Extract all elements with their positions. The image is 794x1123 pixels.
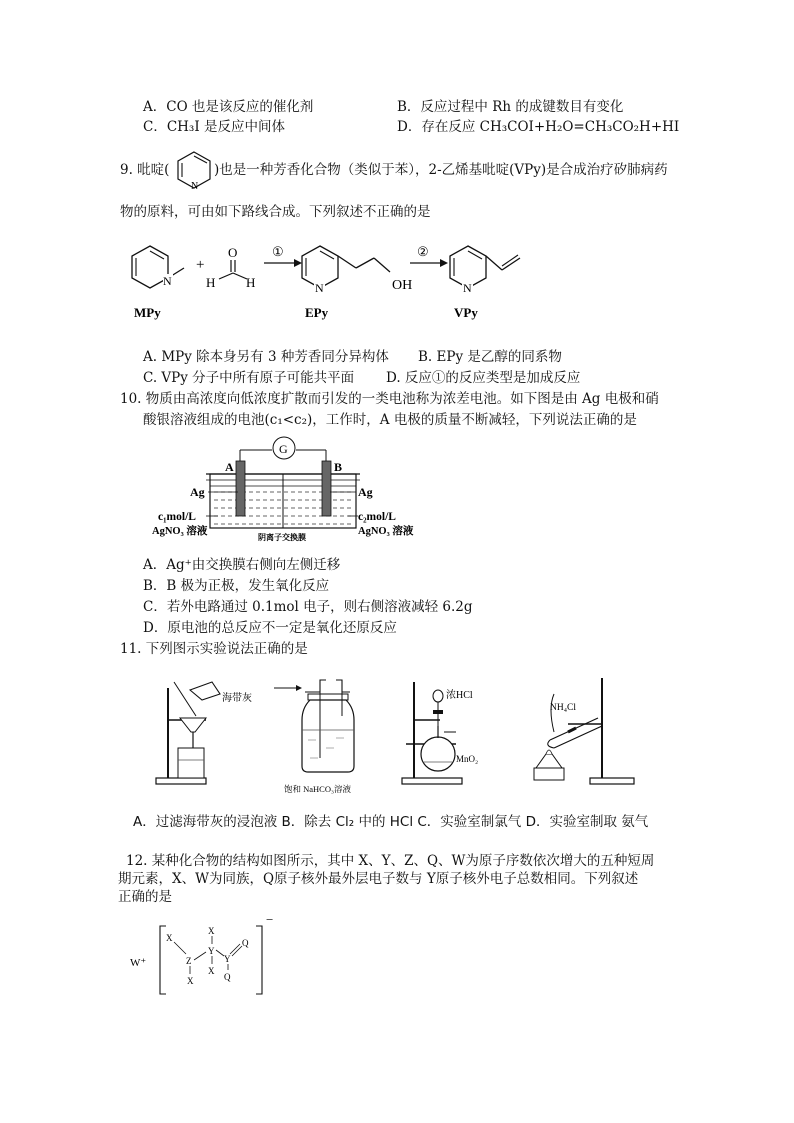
q10-option-d: D．原电池的总反应不一定是氧化还原反应 [143, 620, 397, 636]
svg-text:N: N [315, 281, 324, 295]
q9-option-b: B. EPy 是乙醇的同系物 [418, 349, 562, 365]
q9-option-c: C. VPy 分子中所有原子可能共平面 [143, 370, 355, 386]
q8-option-d: D．存在反应 CH₃COI+H₂O=CH₃CO₂H+HI [397, 119, 680, 135]
svg-text:Ag: Ag [358, 485, 373, 499]
q11-captions: A．过滤海带灰的浸泡液 B．除去 Cl₂ 中的 HCl C．实验室制氯气 D．实验室制取 氨气 [133, 814, 649, 830]
svg-text:Y: Y [224, 954, 231, 964]
apparatus-d-ammonia [534, 678, 634, 784]
step1-label: ① [272, 244, 284, 259]
svg-text:N: N [191, 181, 199, 192]
svg-text:c₂mol/L: c₂mol/L [358, 511, 396, 523]
svg-text:AgNO₃ 溶液: AgNO₃ 溶液 [152, 526, 208, 537]
q10-option-a: A．Ag⁺由交换膜右侧向左侧迁移 [143, 557, 341, 573]
svg-text:Ag: Ag [190, 485, 205, 499]
q9-reaction-scheme [122, 236, 542, 328]
apparatus-a-filtration [156, 682, 252, 784]
svg-text:N: N [463, 281, 472, 295]
q9-option-d: D. 反应①的反应类型是加成反应 [386, 370, 581, 386]
q12-stem-line3: 正确的是 [118, 889, 172, 905]
svg-text:OH: OH [392, 278, 413, 293]
electrode-b [322, 461, 331, 516]
concentration-cell-diagram [152, 436, 418, 546]
svg-text:H: H [206, 275, 216, 290]
svg-text:MnO₂: MnO₂ [456, 754, 479, 764]
apparatus-c-chlorine [402, 682, 478, 784]
q12-stem-line2: 期元素，X、W为同族，Q原子核外最外层电子数与 Y原子核外电子总数相同。下列叙述 [118, 871, 639, 887]
svg-text:海带灰: 海带灰 [222, 693, 252, 704]
q11-apparatus-figures [150, 668, 670, 798]
pyridine-structure-inline [172, 148, 216, 194]
svg-text:W⁺: W⁺ [130, 957, 147, 969]
svg-text:H: H [246, 275, 256, 290]
svg-text:X: X [187, 976, 194, 986]
q9-option-a: A. MPy 除本身另有 3 种芳香同分异构体 [143, 349, 389, 365]
epy-name: EPy [305, 305, 329, 320]
q9-stem-end: 物的原料，可由如下路线合成。下列叙述不正确的是 [120, 204, 431, 220]
q9-stem-start: 9. 吡啶( [120, 162, 170, 178]
q10-stem-line2: 酸银溶液组成的电池(c₁<c₂)，工作时，A 电极的质量不断减轻，下列说法正确的是 [143, 412, 637, 428]
svg-text:N: N [163, 274, 172, 288]
q8-option-a: A．CO 也是该反应的催化剂 [143, 99, 314, 115]
svg-text:X: X [208, 966, 215, 976]
svg-text:AgNO₃ 溶液: AgNO₃ 溶液 [358, 526, 414, 537]
q12-compound-structure [124, 910, 284, 1002]
q10-option-b: B．B 极为正极，发生氧化反应 [143, 578, 330, 594]
step2-label: ② [417, 244, 429, 259]
svg-text:Q: Q [224, 972, 231, 982]
q9-stem-cont: )也是一种芳香化合物（类似于苯），2-乙烯基吡啶(VPy)是合成治疗矽肺病药 [214, 162, 668, 178]
svg-text:G: G [279, 442, 288, 456]
svg-text:−: − [266, 912, 274, 927]
q10-stem-line1: 10. 物质由高浓度向低浓度扩散而引发的一类电池称为浓差电池。如下图是由 Ag 电极和硝 [120, 391, 659, 407]
svg-text:A: A [225, 460, 234, 474]
svg-text:阴离子交换膜: 阴离子交换膜 [258, 533, 306, 542]
svg-text:Y: Y [208, 946, 215, 956]
q8-option-b: B．反应过程中 Rh 的成键数目有变化 [397, 99, 624, 115]
q8-option-c: C．CH₃I 是反应中间体 [143, 119, 285, 135]
svg-text:饱和 NaHCO₃溶液: 饱和 NaHCO₃溶液 [284, 784, 351, 794]
q11-stem: 11. 下列图示实验说法正确的是 [120, 641, 308, 657]
svg-text:+: + [196, 257, 205, 273]
mpy-name: MPy [134, 305, 161, 320]
vpy-name: VPy [454, 305, 478, 320]
electrode-a [236, 461, 245, 516]
mpy-structure [132, 246, 184, 288]
svg-text:c₁mol/L: c₁mol/L [158, 511, 196, 523]
formaldehyde-structure [206, 245, 255, 290]
svg-text:Z: Z [186, 956, 192, 966]
svg-text:Q: Q [242, 938, 249, 948]
apparatus-b-washing-bottle [274, 680, 354, 794]
svg-text:X: X [208, 926, 215, 936]
q10-option-c: C．若外电路通过 0.1mol 电子，则右侧溶液减轻 6.2g [143, 599, 473, 615]
svg-text:O: O [228, 245, 238, 260]
svg-text:B: B [334, 460, 343, 474]
svg-text:浓HCl: 浓HCl [446, 690, 473, 701]
q12-stem-line1: 12. 某种化合物的结构如图所示，其中 X、Y、Z、Q、W为原子序数依次增大的五种短周 [126, 853, 655, 869]
epy-structure [302, 246, 412, 295]
vpy-structure [450, 246, 520, 295]
svg-text:NH₄Cl: NH₄Cl [550, 703, 577, 713]
svg-text:X: X [166, 933, 173, 943]
